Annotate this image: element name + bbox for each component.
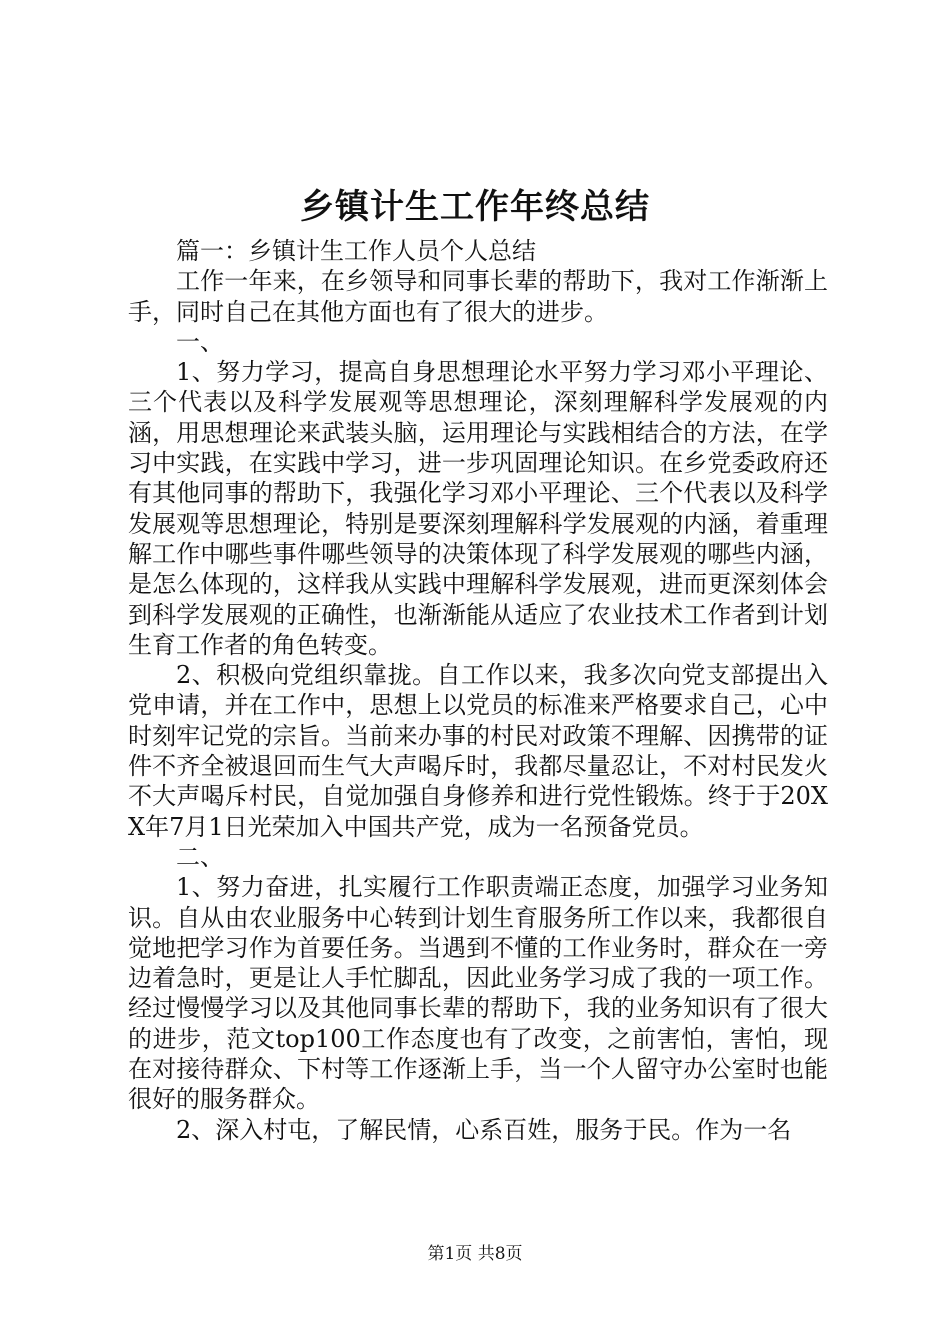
intro-paragraph: 工作一年来，在乡领导和同事长辈的帮助下，我对工作渐渐上手，同时自己在其他方面也有了很大的进步。 (128, 267, 828, 326)
section-heading-pian-yi: 篇一：乡镇计生工作人员个人总结 (176, 237, 536, 265)
document-title: 乡镇计生工作年终总结 (300, 187, 650, 227)
section-marker-two: 二、 (176, 842, 224, 871)
page-number-footer: 第1页 共8页 (427, 1244, 523, 1264)
paragraph-work-duties: 1、努力奋进，扎实履行工作职责端正态度，加强学习业务知识。自从由农业服务中心转到计划生育服务所工作以来，我都很自觉地把学习作为首要任务。当遇到不懂的工作业务时，群众在一旁边着急时，更是让人手忙脚乱，因此业务学习成了我的一项工作。经过慢慢学习以及其他同事长辈的帮助下，我的业务知识有了很大的进步，范文top100工作态度也有了改变，之前害怕，害怕，现在对接待群众、下村等工作逐渐上手，当一个人留守办公室时也能很好的服务群众。 (128, 873, 828, 1114)
paragraph-serve-villages: 2、深入村屯，了解民情，心系百姓，服务于民。作为一名 (176, 1115, 792, 1144)
document-body (128, 236, 828, 1145)
paragraph-join-party: 2、积极向党组织靠拢。自工作以来，我多次向党支部提出入党申请，并在工作中，思想上以党员的标准来严格要求自己，心中时刻牢记党的宗旨。当前来办事的村民对政策不理解、因携带的证件不齐全被退回而生气大声喝斥时，我都尽量忍让，不对村民发火不大声喝斥村民，自觉加强自身修养和进行党性锻炼。终于于20XX年7月1日光荣加入中国共产党，成为一名预备党员。 (128, 661, 828, 841)
paragraph-study-theory: 1、努力学习，提高自身思想理论水平努力学习邓小平理论、三个代表以及科学发展观等思想理论，深刻理解科学发展观的内涵，用思想理论来武装头脑，运用理论与实践相结合的方法，在学习中实践，在实践中学习，进一步巩固理论知识。在乡党委政府还有其他同事的帮助下，我强化学习邓小平理论、三个代表以及科学发展观等思想理论，特别是要深刻理解科学发展观的内涵，着重理解工作中哪些事件哪些领导的决策体现了科学发展观的哪些内涵，是怎么体现的，这样我从实践中理解科学发展观，进而更深刻体会到科学发展观的正确性，也渐渐能从适应了农业技术工作者到计划生育工作者的角色转变。 (128, 358, 828, 659)
section-marker-one: 一、 (176, 327, 224, 356)
